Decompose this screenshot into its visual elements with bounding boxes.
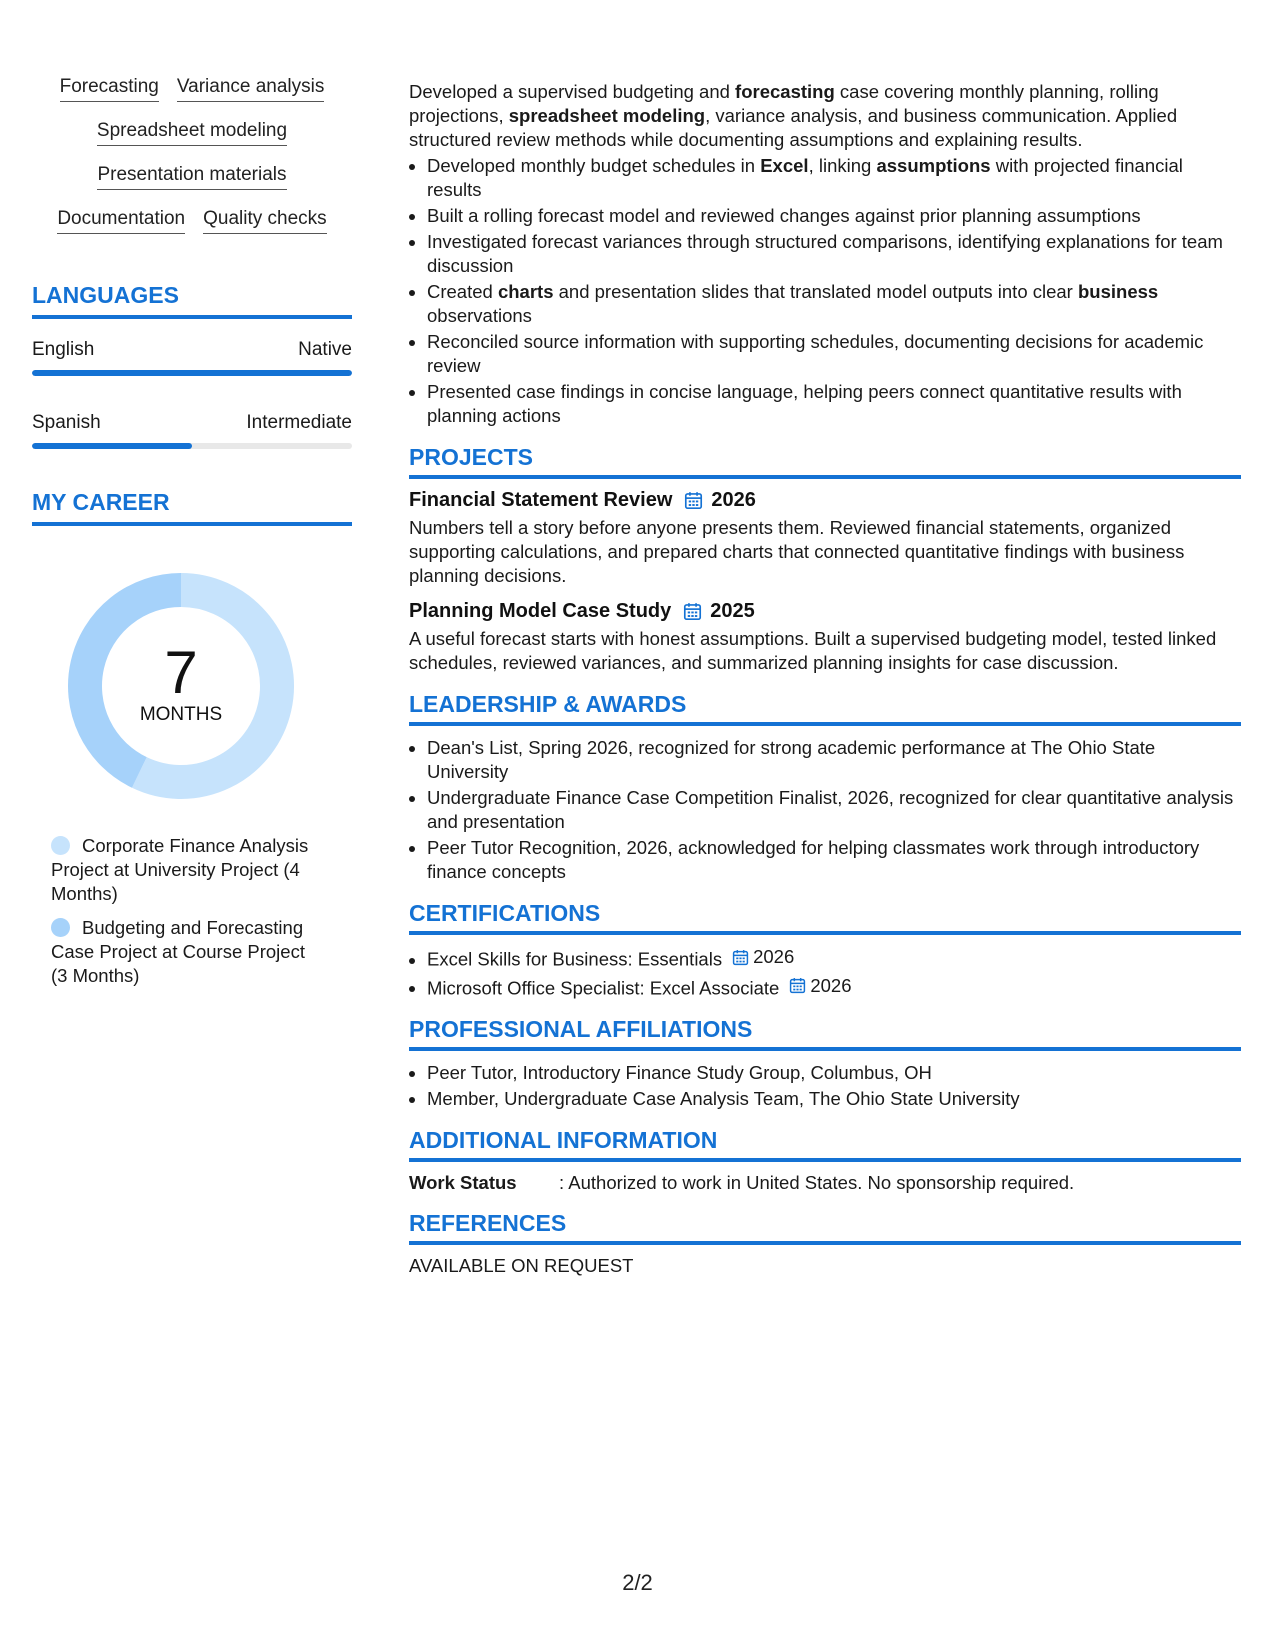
career-legend-item [51,834,321,906]
legend-dot [51,836,70,855]
work-status-key: Work Status [409,1172,517,1193]
language-level: Intermediate [246,412,352,433]
affiliations-title: PROFESSIONAL AFFILIATIONS [409,1016,1241,1051]
experience-bullet [427,280,1241,328]
affiliation-item: • Peer Tutor, Introductory Finance Study Group, Columbus, OH [427,1061,1241,1085]
text-run: with projected financial results [427,155,1183,200]
text-run: and presentation slides that translated model outputs into clear [553,281,1078,302]
language-row [32,339,352,361]
career-legend-item [51,916,321,988]
project-name: Planning Model Case Study [409,600,672,622]
calendar-icon [684,491,703,510]
bold-keyword: assumptions [876,155,991,176]
bold-keyword: spreadsheet modeling [508,105,706,126]
experience-bullet [427,330,1241,378]
donut-center [67,572,295,800]
certification-item [427,974,1241,1001]
language-item [32,412,352,449]
skill-row [32,208,352,234]
certification-year: 2026 [753,946,795,967]
text-run: observations [427,305,532,326]
languages-section [32,282,352,449]
text-run: case covering monthly planning, rolling projections, [409,81,1159,126]
certification-date [722,945,794,969]
skill-tag: Documentation [57,208,185,234]
project-name: Financial Statement Review [409,489,673,511]
certifications-list [409,945,1241,1000]
text-run: Built a rolling forecast model and reviewed changes against prior planning assumptions [427,205,1141,226]
career-legend-label: Budgeting and Forecasting Case Project at Course Project (3 Months) [51,917,305,986]
project-description: A useful forecast starts with honest assumptions. Built a supervised budgeting model, tested linked schedules, reviewed variances, and summarized planning insights for case discussion. [409,628,1217,673]
skills-list [32,76,352,234]
certifications-title: CERTIFICATIONS [409,900,1241,935]
project-description: Numbers tell a story before anyone presents them. Reviewed financial statements, organized supporting calculations, and prepared charts that connected quantitative findings with business planning decisions. [409,517,1185,586]
skill-tag: Forecasting [60,76,159,102]
career-total-unit: MONTHS [139,704,223,725]
bold-keyword: Excel [760,155,809,176]
text-run: , linking [808,155,877,176]
right-column [409,80,1241,1277]
affiliation-item: • Member, Undergraduate Case Analysis Team, The Ohio State University [427,1087,1241,1111]
text-run: Reconciled source information with supporting schedules, documenting decisions for academic review [427,331,1204,376]
award-item: • Dean's List, Spring 2026, recognized for strong academic performance at The Ohio State University [427,736,1241,784]
career-total-value: 7 [164,639,198,706]
languages-title: LANGUAGES [32,282,352,319]
experience-bullets [409,154,1241,428]
text-run: Developed monthly budget schedules in [427,155,761,176]
experience-bullet [427,380,1241,428]
page-number: 2/2 [622,1570,653,1595]
work-status-value: : Authorized to work in United States. No sponsorship required. [559,1172,1075,1193]
award-item: • Undergraduate Finance Case Competition Finalist, 2026, recognized for clear quantitative analysis and presentation [427,786,1241,834]
certification-year: 2026 [810,974,852,996]
leadership-title: LEADERSHIP & AWARDS [409,691,1241,726]
text-run: Developed a supervised budgeting and [409,81,736,102]
language-item [32,339,352,376]
award-item: • Peer Tutor Recognition, 2026, acknowledged for helping classmates work through introductory finance concepts [427,836,1241,884]
projects-list [409,489,1241,675]
experience-summary [409,80,1241,152]
language-level-fill [32,443,192,449]
left-column [32,76,352,998]
skill-row [32,164,352,190]
skill-row [32,76,352,102]
calendar-icon [789,977,806,994]
skill-row [32,120,352,146]
bold-keyword: forecasting [735,81,835,102]
certification-name: Microsoft Office Specialist: Excel Associate [427,977,780,998]
skill-tag: Quality checks [203,208,327,234]
work-status-row [409,1172,1241,1194]
text-run: Created [427,281,498,302]
bold-keyword: business [1078,281,1159,302]
career-title: MY CAREER [32,489,352,526]
bold-keyword: charts [497,281,554,302]
skill-tag: Presentation materials [97,164,286,190]
skill-tag: Variance analysis [177,76,325,102]
project-year: 2025 [710,600,755,622]
career-section [32,489,352,988]
additional-title: ADDITIONAL INFORMATION [409,1127,1241,1162]
certification-name: Excel Skills for Business: Essentials [427,948,723,970]
leadership-list [409,736,1241,884]
project-header [409,600,1241,623]
language-name: English [32,339,95,360]
certification-date [779,974,851,998]
language-level: Native [298,339,352,360]
language-level-fill [32,370,352,376]
language-level-bar [32,370,352,376]
text-run: Investigated forecast variances through structured comparisons, identifying explanations for team discussion [427,231,1223,276]
career-legend-label: Corporate Finance Analysis Project at University Project (4 Months) [51,835,309,904]
text-run: , variance analysis, and business communication. Applied structured review methods while documenting assumptions and explaining results. [409,105,1178,150]
skill-tag: Spreadsheet modeling [97,120,287,146]
project-header [409,489,1241,512]
references-title: REFERENCES [409,1210,1241,1245]
experience-bullet [427,230,1241,278]
language-name: Spanish [32,412,101,433]
language-row [32,412,352,434]
text-run: Presented case findings in concise language, helping peers connect quantitative results with planning actions [427,381,1182,426]
experience-bullet [427,204,1241,228]
project-year: 2026 [711,489,756,511]
projects-title: PROJECTS [409,444,1241,479]
career-donut-chart [67,572,295,800]
experience-bullet [427,154,1241,202]
calendar-icon [732,949,749,966]
affiliations-list [409,1061,1241,1111]
legend-dot [51,918,70,937]
language-level-bar [32,443,352,449]
calendar-icon [683,602,702,621]
references-text: AVAILABLE ON REQUEST [409,1255,634,1276]
certification-item [427,945,1241,972]
